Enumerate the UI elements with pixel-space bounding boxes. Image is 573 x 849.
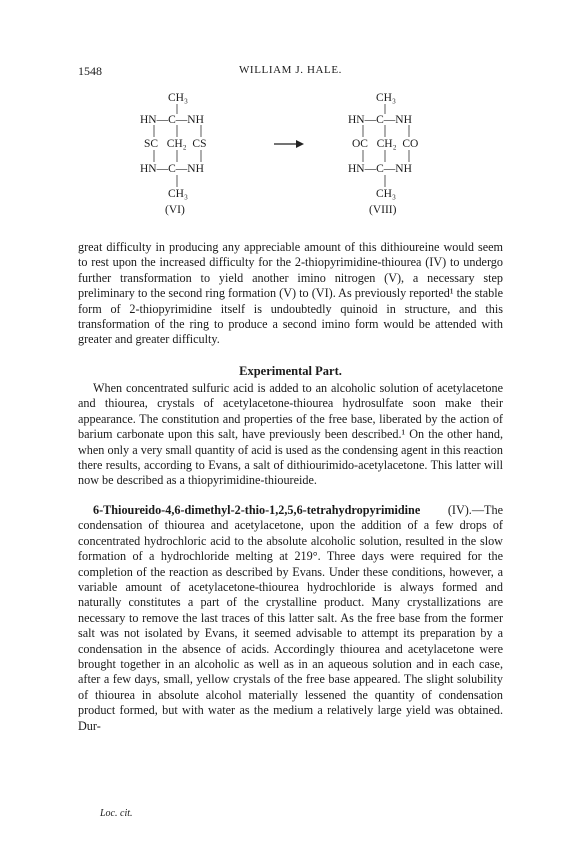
paragraph-2 [78, 381, 503, 489]
compound-title: 6-Thioureido-4,6-dimethyl-2-thio-1,2,5,6-tetrahydropyrimidine [93, 503, 421, 517]
right-row-1: HN—C—NH [348, 114, 412, 126]
paragraph-2-text: When concentrated sulfuric acid is added to an alcoholic solution of acetylacetone and thiourea, crystals of acetylacetone-thiourea hydrosulfate soon make their appearance. The constitution and properties of the free base, liberated by the action of barium carbonate upon this salt, have previously been described.¹ On the other hand, when only a very small quantity of acid is used as the condensing agent in this reaction there results, according to Evans, a salt of dithiourimido-acetylacetone. This latter will now be described as a thiopyrimidine-thioureide. [78, 381, 503, 488]
section-heading: Experimental Part. [239, 364, 342, 378]
paragraph-1 [78, 240, 503, 348]
reaction-scheme [78, 90, 503, 240]
right-row-3: HN—C—NH [348, 163, 412, 175]
reaction-arrow-icon [274, 140, 304, 148]
footnote: Loc. cit. [100, 808, 133, 819]
left-row-3: HN—C—NH [140, 163, 204, 175]
left-bottom-group: CH₃ [168, 188, 188, 200]
left-row-2: SC CH₂ CS [144, 138, 207, 150]
right-compound-label: (VIII) [369, 204, 397, 216]
right-top-group: CH₃ [376, 92, 396, 104]
paragraph-3 [78, 503, 503, 734]
page-header [78, 64, 503, 80]
left-top-group: CH₃ [168, 92, 188, 104]
right-bottom-group: CH₃ [376, 188, 396, 200]
left-compound-label: (VI) [165, 204, 185, 216]
paragraph-1-text: great difficulty in producing any appreciable amount of this dithioureine would seem to rest upon the increased difficulty for the 2-thiopyrimidine-thiourea (IV) to undergo further transformation to yield another imino nitrogen (V), a necessary step preliminary to the second ring formation (V) to (VI). As previously reported¹ the stable form of 2-thiopyrimidine itself is undoubtedly quinoid in structure, and this transformation of the ring to produce a second imino form would be attended with greater and greater difficulty. [78, 240, 503, 347]
running-head: WILLIAM J. HALE. [238, 64, 343, 76]
paragraph-3-body [78, 503, 503, 734]
left-row-1: HN—C—NH [140, 114, 204, 126]
right-row-2: OC CH₂ CO [352, 138, 419, 150]
page-number: 1548 [78, 64, 102, 78]
paragraph-3-text: (IV).—The condensation of thiourea and acetylacetone, upon the addition of a few drops of concentrated hydrochloric acid to the absolute alcoholic solution, resulted in the slow formation of a hydrochloride melting at 219°. Three days were required for the completion of the reaction as described by Evans. Under these conditions, however, a variable amount of acetylacetone-thiourea hydrochloride is always formed and naturally constitutes a part of the crystalline product. Many crystallizations are necessary to remove the last traces of this latter salt. As the free base from the former salt was not isolated by Evans, it seemed advisable to attempt its preparation by a condensation in the absence of acids. Accordingly thiourea and acetylacetone were brought together in an alcoholic as well as in an aqueous solution and in each case, after a few days, small, yellow crystals of the free base appeared. The slight solubility of thiourea in absolute alcohol materially lessened the quantity of condensation product formed, but with water as the medium a relatively large yield was obtained. Dur- [78, 503, 503, 733]
